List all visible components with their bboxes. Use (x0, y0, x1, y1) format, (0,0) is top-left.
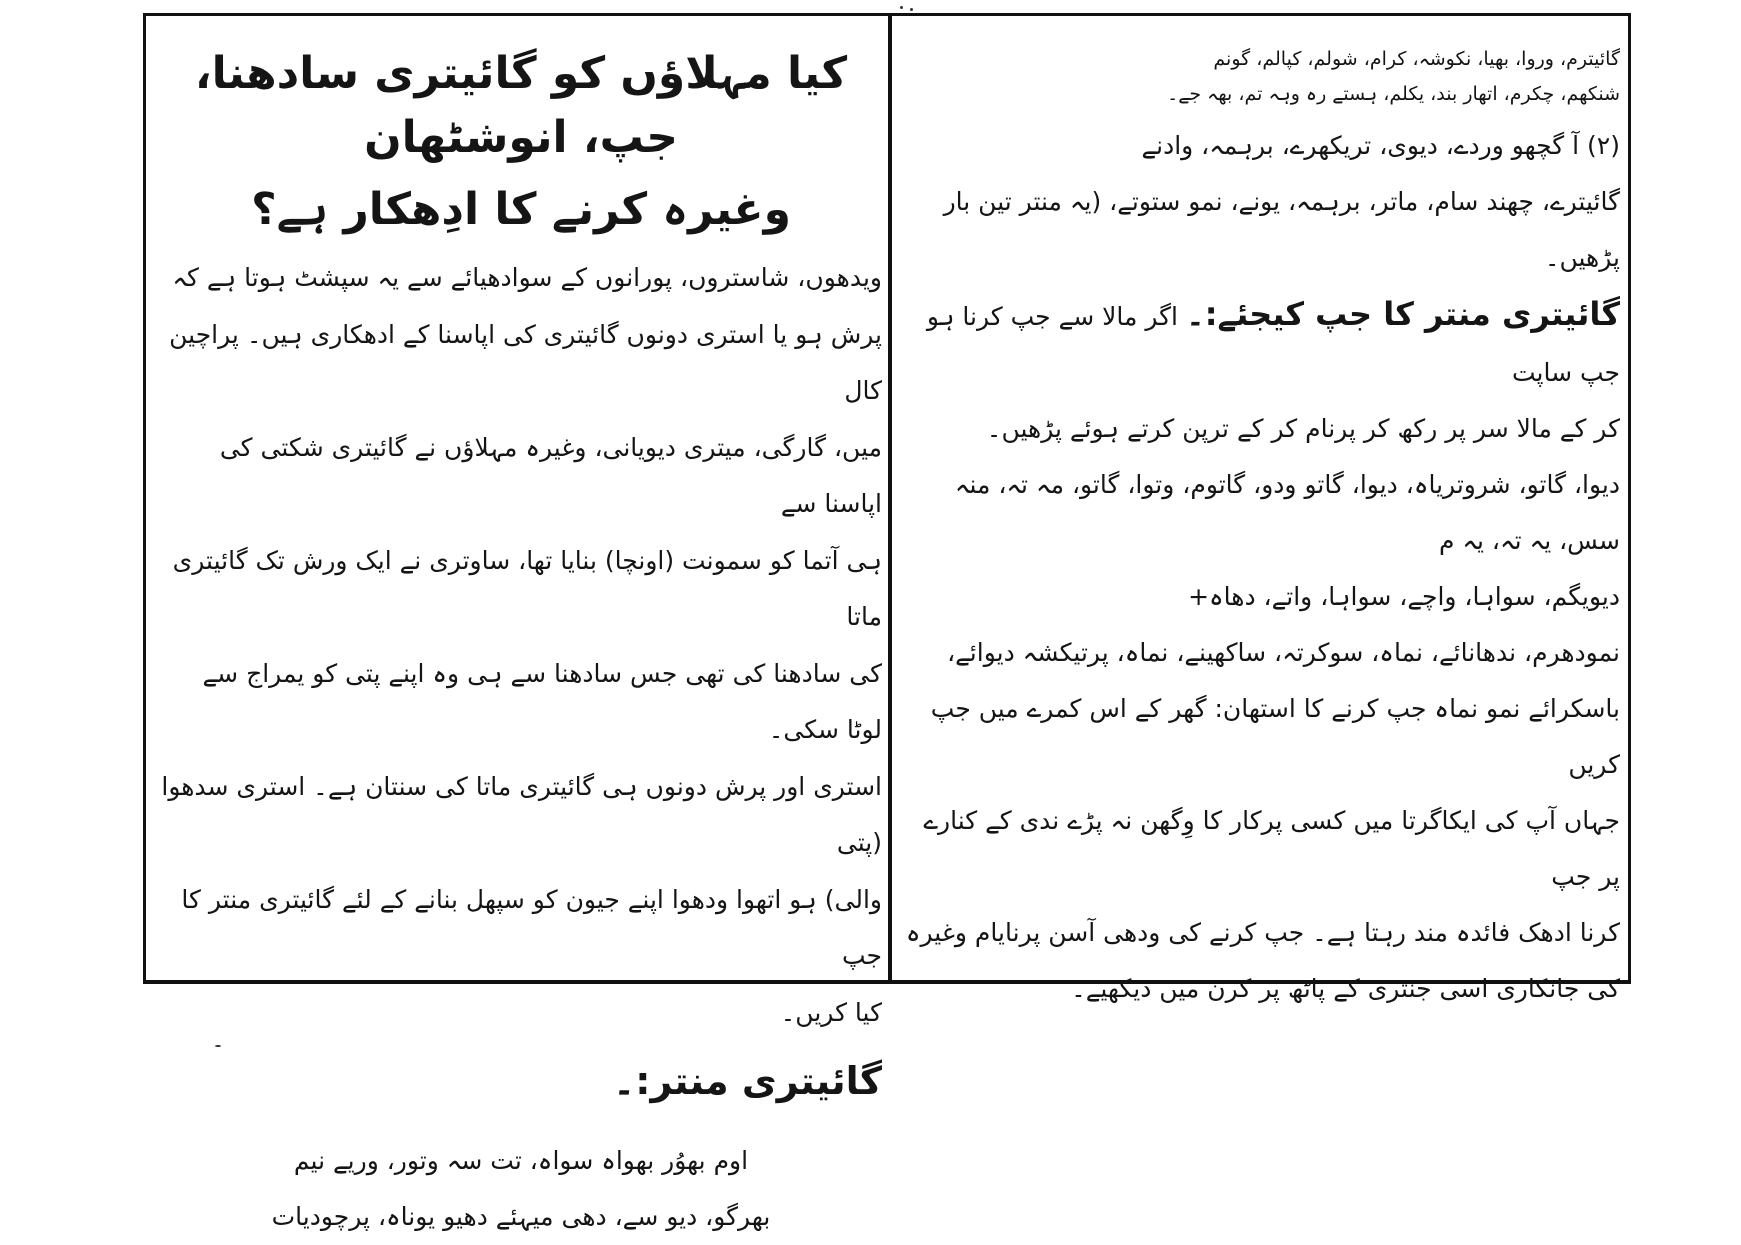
verse-line: دیوا، گاتو، شروتریاہ، دیوا، گاتو ودو، گاتوم، وتوا، گاتو، مہ تہ، منہ سس، یہ تہ، یہ م (954, 470, 1620, 555)
scan-speck (910, 8, 913, 11)
body-line: ویدھوں، شاستروں، پورانوں کے سوادھیائے سے یہ سپشٹ ہوتا ہے کہ (172, 263, 882, 292)
left-column (160, 42, 882, 1245)
verse-line-2: (۲) آ گچھو وردے، دیوی، تریکھرے، برہمہ، وادنے (1141, 131, 1620, 160)
mantra-heading: گائیتری منتر:۔ (612, 1059, 882, 1103)
mantra-line: اوم بھوُر بھواہ سواہ، تت سہ وتور، وریے نیم (293, 1146, 749, 1175)
japa-heading: گائیتری منتر کا جپ کیجئے:۔ (1185, 295, 1620, 333)
body-line: جہاں آپ کی ایکاگرتا میں کسی پرکار کا وِگھن نہ پڑے ندی کے کنارے پر جپ (923, 806, 1620, 891)
verse-line: شنکھم، چکرم، اتھار بند، یکلم، ہستے رہ وہہ تم، بھہ جے۔ (1167, 83, 1620, 105)
verse-line: دیویگم، سواہا، واچے، سواہا، واتے، دھاہ+ (1188, 582, 1620, 611)
article-title (160, 42, 882, 242)
body-line: پرش ہو یا استری دونوں گائیتری کی اپاسنا کے ادھکاری ہیں۔ پراچین کال (169, 319, 882, 405)
body-line: کر کے مالا سر پر رکھ کر پرنام کر کے ترپن کرتے ہوئے پڑھیں۔ (986, 414, 1620, 443)
mantra-line: بھرگو، دیو سے، دھی میہئے دھیو یوناہ، پرچودیات (271, 1202, 771, 1231)
body-line: کیا کریں۔ (780, 997, 882, 1027)
body-line: ہی آتما کو سمونت (اونچا) بنایا تھا، ساوتری نے ایک ورش تک گائیتری ماتا (172, 545, 882, 631)
verse-line-3: گائیترے، چھند سام، ماتر، برہمہ، یونے، نمو ستوتے، (یہ منتر تین بار پڑھیں۔ (943, 187, 1620, 272)
body-line: نمودھرم، ندھانائے، نماہ، سوکرتہ، ساکھینے، نماہ، پرتیکشہ دیوائے، (947, 638, 1620, 667)
title-line: وغیرہ کرنے کا ادِھکار ہے؟ (251, 184, 791, 235)
japa-heading-line (905, 286, 1620, 401)
verse-block-e (905, 457, 1620, 625)
body-block-f (905, 625, 1620, 1017)
body-line: کی جانکاری اسی جنتری کے پاٹھ پر کرن میں دیکھیے۔ (1071, 974, 1620, 1003)
body-line: میں، گارگی، میتری دیویانی، وغیرہ مہلاؤں نے گائیتری شکتی کی اپاسنا سے (219, 432, 882, 518)
body-line: والی) ہو اتھوا ودھوا اپنے جیون کو سپھل بنانے کے لئے گائیتری منتر کا جپ (181, 884, 882, 970)
verse-line: گائیترم، وروا، بھیا، نکوشہ، کرام، شولم، کپالم، گونم (1213, 48, 1620, 70)
body-line: استری اور پرش دونوں ہی گائیتری ماتا کی سنتان ہے۔ استری سدھوا (پتی (161, 771, 882, 857)
title-line: کیا مہلاؤں کو گائیتری سادھنا، جپ، انوشٹھان (194, 48, 848, 163)
verse-block-a (905, 42, 1620, 112)
right-column (905, 42, 1620, 1017)
body-line: باسکرائے نمو نماہ جپ کرنے کا استھان: گھر کے اس کمرے میں جپ کریں (930, 694, 1620, 779)
article-body (160, 250, 882, 1041)
mantra-block (160, 1133, 882, 1245)
scan-speck (900, 6, 903, 9)
japa-heading-continuation: اگر مالا سے جپ کرنا ہو جپ ساپت (926, 302, 1620, 387)
body-line: کرنا ادھک فائدہ مند رہتا ہے۔ جپ کرنے کی ودھی آسن پرنایام وغیرہ (905, 918, 1620, 947)
column-divider (888, 13, 892, 984)
body-line: کی سادھنا کی تھی جس سادھنا سے ہی وہ اپنے پتی کو یمراج سے لوٹا سکی۔ (202, 658, 882, 744)
